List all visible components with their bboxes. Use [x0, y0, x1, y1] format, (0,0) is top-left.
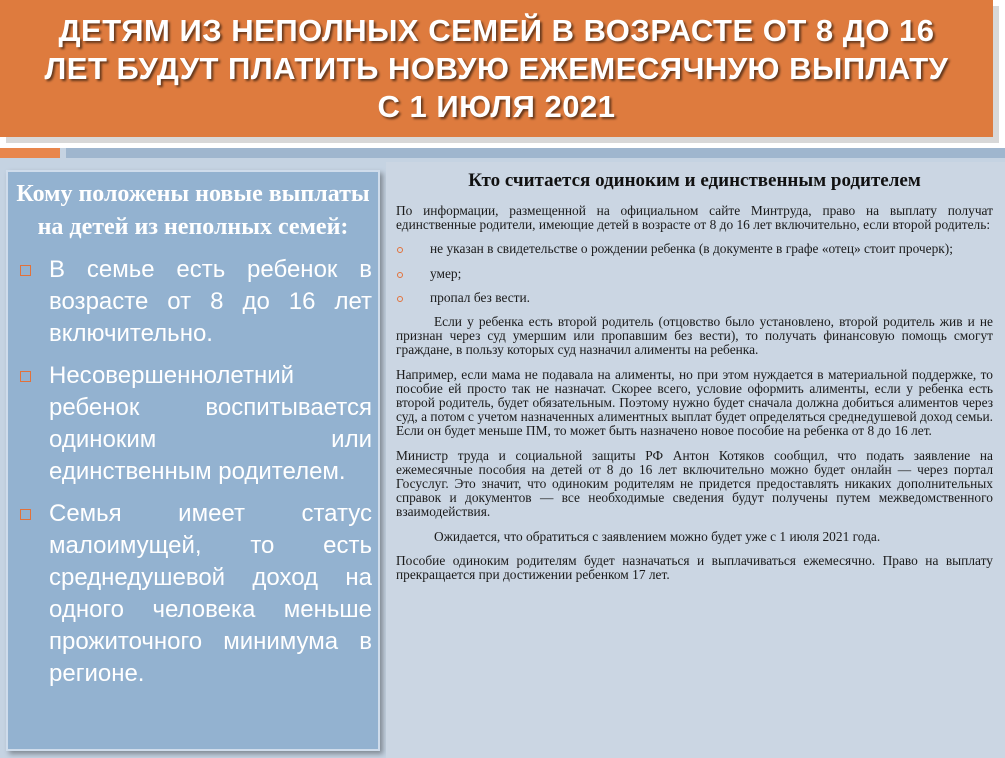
circle-bullet-icon [397, 247, 403, 253]
condition-text: не указан в свидетельстве о рождении ребенка (в документе в графе «отец» стоит прочерк); [430, 241, 953, 257]
list-item [396, 267, 993, 281]
square-bullet-icon [20, 509, 31, 520]
eligibility-panel [6, 170, 380, 751]
accent-stripe [0, 148, 60, 158]
eligibility-title: Кому положены новые выплаты на детей из неполных семей: [16, 181, 370, 240]
circle-bullet-icon [397, 296, 403, 302]
list-item-text: В семье есть ребенок в возрасте от 8 до 16 лет включительно. [49, 256, 372, 347]
conditions-list [396, 242, 993, 305]
intro-paragraph: По информации, размещенной на официальном сайте Минтруда, право на выплату получат единственные родители, имеющие детей в возрасте от 8 до 16 лет включительно, если второй родитель: [396, 203, 993, 233]
circle-bullet-icon [397, 272, 403, 278]
payment-terms-paragraph: Пособие одиноким родителям будет назначаться и выплачиваться ежемесячно. Право на выплату прекращается при достижении ребенком 17 лет. [396, 552, 993, 583]
divider-stripe [66, 148, 1005, 158]
list-item [14, 360, 372, 488]
list-item [396, 291, 993, 305]
eligibility-list [14, 254, 372, 690]
title-banner [0, 0, 993, 137]
condition-text: пропал без вести. [430, 289, 531, 305]
list-item [14, 254, 372, 350]
page-title: ДЕТЯМ ИЗ НЕПОЛНЫХ СЕМЕЙ В ВОЗРАСТЕ ОТ 8 ДО 16 ЛЕТ БУДУТ ПЛАТИТЬ НОВУЮ ЕЖЕМЕСЯЧНУЮ ВЫПЛАТУ С 1 ИЮЛЯ 2021 [44, 12, 949, 124]
start-date-paragraph: Ожидается, что обратиться с заявлением можно будет уже с 1 июля 2021 года. [434, 528, 881, 544]
list-item-text: Несовершеннолетний ребенок воспитывается одиноким или единственным родителем. [49, 362, 372, 485]
alimony-paragraph: Например, если мама не подавала на алименты, но при этом нуждается в материальной поддержке, то пособие ей просто так не назначат. Скорее всего, условие оформить алименты, если у ребенка есть второй родитель, будет обязательным. Поэтому нужно будет сначала должна добиться алиментов через суд, а потом с учетом назначенных алиментных выплат будет определяться среднедушевой доход семьи. Если он будет меньше ПМ, то может быть назначено новое пособие на ребенка от 8 до 16 лет. [396, 366, 993, 439]
second-parent-paragraph: Если у ребенка есть второй родитель (отцовство было установлено, второй родитель жив и не признан через суд умершим или пропавшим без вести), то получать финансовую помощь смогут граждане, в пользу которых суд назначил алименты на ребенка. [396, 314, 993, 358]
list-item [14, 498, 372, 690]
condition-text: умер; [430, 265, 462, 281]
details-title: Кто считается одиноким и единственным родителем [468, 170, 921, 191]
list-item [396, 242, 993, 256]
square-bullet-icon [20, 371, 31, 382]
square-bullet-icon [20, 265, 31, 276]
minister-paragraph: Министр труда и социальной защиты РФ Антон Котяков сообщил, что подать заявление на ежемесячные пособия на детей от 8 до 16 лет включительно можно будет онлайн — через портал Госуслуг. Это значит, что одиноким родителям не придется предоставлять никаких дополнительных справок и документов — все необходимые сведения будут получены путем межведомственного взаимодействия. [396, 447, 993, 520]
details-panel [386, 162, 1005, 758]
list-item-text: Семья имеет статус малоимущей, то есть среднедушевой доход на одного человека меньше прожиточного минимума в регионе. [49, 500, 372, 687]
